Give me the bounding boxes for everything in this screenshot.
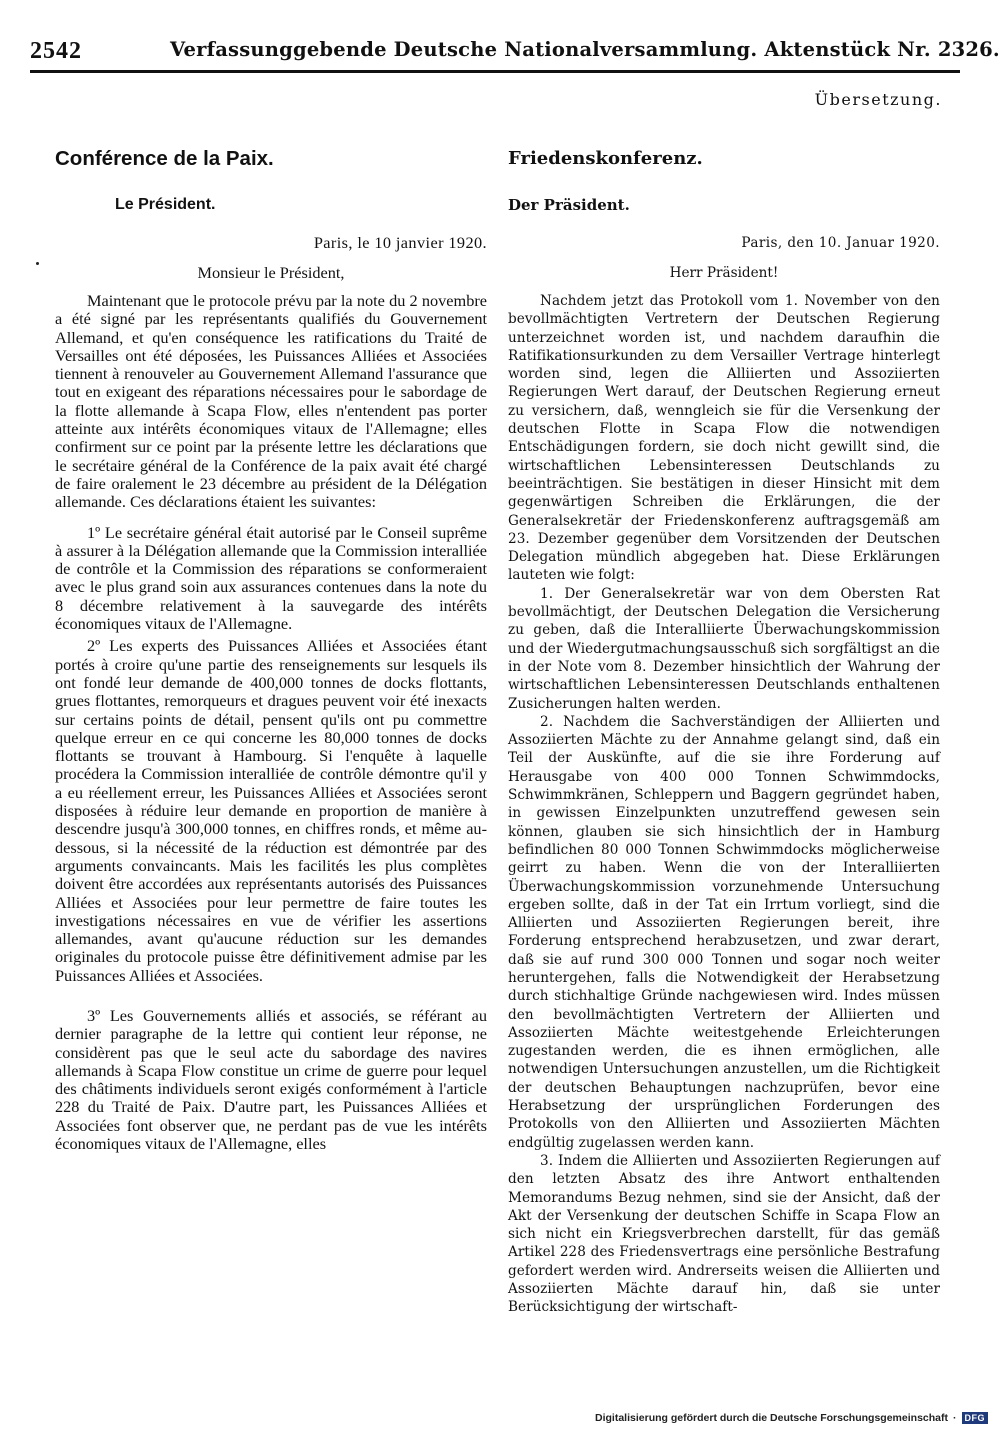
french-dateline: Paris, le 10 janvier 1920. <box>313 233 487 252</box>
french-salutation: Monsieur le Président, <box>197 263 345 282</box>
footer-credit: Digitalisierung gefördert durch die Deutsche Forschungsgemeinschaft <box>595 1412 948 1424</box>
translation-label: Übersetzung. <box>814 90 942 109</box>
german-paragraph-3: 3. Indem die Alliierten und Assoziierten Regierungen auf den letzten Absatz des ihre Antwort enthaltenden Memorandums Bezug nehmen, sind sie der Ansicht, daß der Akt der Versenkung der deutschen Schiffe in Scapa Flow an sich nicht ein Kriegsverbrechen darstellt, für das gemäß Artikel 228 des Friedensvertrags eine persönliche Bestrafung gefordert werden wird. Andrerseits weisen die Alliierten und Assoziierten Mächte darauf hin, daß sie unter Berücksichtigung der wirtschaft- <box>508 1152 940 1316</box>
french-column <box>55 147 487 1154</box>
french-president-heading: Le Président. <box>115 196 216 213</box>
digitization-footer <box>595 1412 988 1424</box>
german-paragraph-1: 1. Der Generalsekretär war von dem Obersten Rat bevollmächtigt, der Deutschen Delegation die Versicherung zu geben, daß die Interalliierte Überwachungskommission und der Wiedergutmachungsausschuß sich sorgfältigst an die in der Note vom 8. Dezember hinsichtlich der Wahrung der wirtschaftlichen Lebensinteressen Deutschlands enthaltenen Zusicherungen halten werden. <box>508 585 940 712</box>
french-paragraph-1: 1º Le secrétaire général était autorisé par le Conseil suprême à assurer à la Délégation allemande que la Commission interalliée de contrôle et la Commission des réparations se conformeraient avec le plus grand soin aux assurances contenues dans la note du 8 décembre relativement à la sauvegarde des intérêts économiques vitaux de l'Allemagne. <box>55 522 487 634</box>
french-paragraph-3: 3º Les Gouvernements alliés et associés, se référant au dernier paragraphe de la lettre qui contient leur réponse, ne considèrent pas que le seul acte du sabordage des navires allemands à Scapa Flow constitue un crime de guerre pour lequel des châtiments individuels seront exigés conformément à l'article 228 du Traité de Paix. D'autre part, les Puissances Alliées et Associées font observer que, ne perdant pas de vue les intérêts économiques vitaux de l'Allemagne, elles <box>55 1005 487 1154</box>
german-column <box>508 150 940 1317</box>
page-number: 2542 <box>30 38 82 64</box>
french-paragraph-intro: Maintenant que le protocole prévu par la note du 2 novembre a été signé par les représentants qualifiés du Gouvernement Allemand, et qu'en conséquence les ratifications du Traité de Versailles ont été déposées, les Puissances Alliées et Associées tiennent à renouveler au Gouvernement Allemand l'assurance que tout en exigeant des réparations nécessaires pour le sabordage de la flotte allemande à Scapa Flow, elles n'entendent pas porter atteinte aux intérêts économiques vitaux de l'Allemagne; elles confirment sur ce point par la présente lettre les déclarations que le secrétaire général de la Conférence de la paix avait été chargé de faire oralement le 23 décembre au président de la Délégation allemande. Ces déclarations étaient les suivantes: <box>55 291 487 512</box>
german-title: Friedenskonferenz. <box>508 148 703 169</box>
german-paragraph-2: 2. Nachdem die Sachverständigen der Alliierten und Assoziierten Mächte zu der Annahme gelangt sind, daß ein Teil der Auskünfte, auf die sie ihre Forderung auf Herausgabe von 400 000 Tonnen Schwimmdocks, Schwimmkränen, Schleppern und Baggern gegründet haben, in gewissen Einzelpunkten unzutreffend gewesen sein können, glauben sie sich hinsichtlich der in Hamburg befindlichen 80 000 Tonnen Schwimmdocks möglicherweise geirrt zu haben. Wenn die von der Interalliierten Überwachungskommission vorzunehmende Untersuchung ergeben sollte, daß in der Tat ein Irrtum vorliegt, sind die Alliierten und Assoziierten Regierungen bereit, ihre Forderung entsprechend herabzusetzen, und zwar derart, daß sie auf rund 300 000 Tonnen und sogar noch weiter heruntergehen, falls die Notwendigkeit der Herabsetzung durch stichhaltige Gründe nachgewiesen wird. Indes müssen den bevollmächtigten Vertretern der Alliierten und Assoziierten Mächte weitestgehende Erleichterungen zugestanden werden, die es ihnen ermöglichen, alle notwendigen Untersuchungen anzustellen, um die Richtigkeit der deutschen Behauptungen nachzuprüfen, bevor eine Herabsetzung der ursprünglichen Forderungen des Protokolls von den Alliierten und Assoziierten Mächten endgültig zugelassen werden kann. <box>508 713 940 1151</box>
page-header <box>30 34 1000 73</box>
german-salutation: Herr Präsident! <box>669 265 779 281</box>
german-president-heading: Der Präsident. <box>508 196 630 214</box>
margin-mark <box>36 262 39 265</box>
german-dateline: Paris, den 10. Januar 1920. <box>741 235 940 251</box>
french-title: Conférence de la Paix. <box>55 147 274 170</box>
french-paragraph-2: 2º Les experts des Puissances Alliées et Associées étant portés à croire qu'une partie des renseignements sur lesquels ils ont fondé leur demande de 400,000 tonnes de docks flottants, grues flottantes, remorqueurs et dragues peuvent voir été inexacts sur certains points de détail, pensent qu'ils ont pu commettre quelque erreur en ce qui concerne les 80,000 tonnes de docks flottants se trouvant à Hambourg. Si l'enquête à laquelle procédera la Commission interalliée de contrôle démontre qu'il y a eu réellement erreur, les Puissances Alliées et Associées seront disposées à réduire leur demande en proportion de manière à descendre jusqu'à 300,000 tonnes, en chiffres ronds, et même au-dessous, si la nécessité de la réduction est démontrée par des arguments convaincants. Mais les facilités les plus complètes doivent être accordées aux représentants autorisés des Puissances Alliées et Associées pour leur permettre de faire toutes les investigations nécessaires en vue de vérifier les assertions allemandes, avant qu'aucune réduction sur les demandes originales du protocole puisse être définitivement admise par les Puissances Alliées et Associées. <box>55 636 487 985</box>
running-title: Verfassunggebende Deutsche Nationalversammlung. Aktenstück Nr. 2326. <box>170 38 1000 61</box>
footer-separator: · <box>953 1412 957 1424</box>
german-paragraph-intro: Nachdem jetzt das Protokoll vom 1. November von den bevollmächtigten Vertretern der Deutschen Regierung unterzeichnet worden ist, und nachdem daraufhin die Ratifikationsurkunden zu dem Versailler Vertrage hinterlegt worden sind, legen die Alliierten und Assoziierten Regierungen Wert darauf, der Deutschen Regierung erneut zu versichern, daß, wenngleich sie für die Versenkung der deutschen Flotte in Scapa Flow die notwendigen Entschädigungen fordern, sie doch nicht gewillt sind, die wirtschaftlichen Lebensinteressen Deutschlands zu beeinträchtigen. Sie bestätigen in dieser Hinsicht mit dem gegenwärtigen Schreiben die Erklärungen, die der Generalsekretär der Friedenskonferenz auftragsgemäß am 23. Dezember gegenüber dem Vorsitzenden der Deutschen Delegation mündlich abgegeben hat. Diese Erklärungen lauteten wie folgt: <box>508 293 940 584</box>
dfg-logo: DFG <box>962 1412 989 1424</box>
